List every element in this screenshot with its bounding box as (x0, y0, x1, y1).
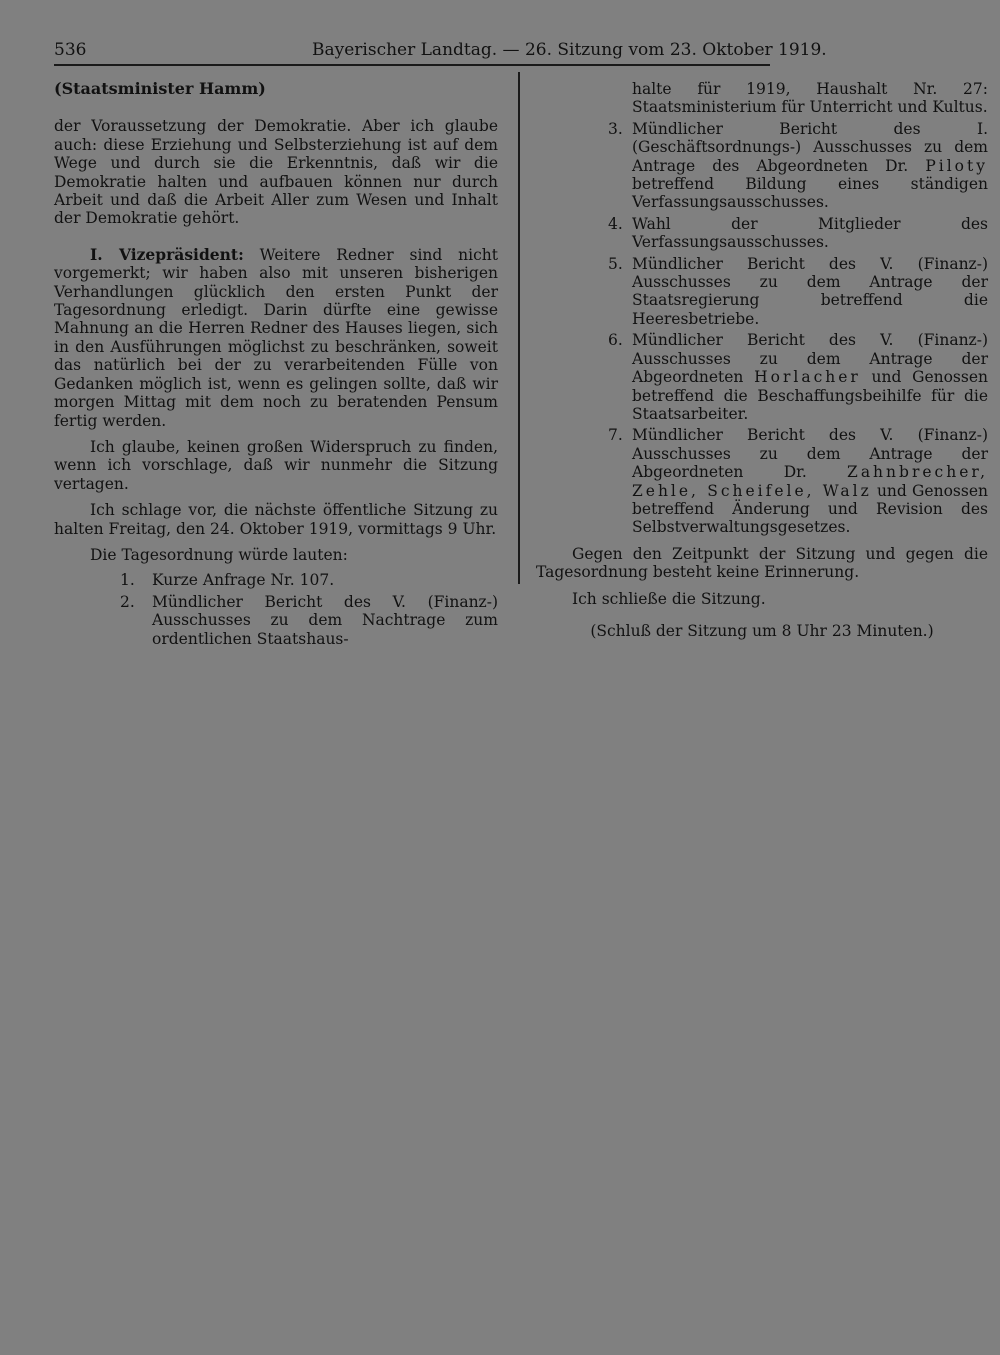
paragraph-democracy: der Voraussetzung der Demokratie. Aber ich glaube auch: diese Erziehung und Selbsterziehung ist auf dem Wege und durch sie die Erkenntnis, daß wir die Demokratie halten und aufbauen können nur durch Arbeit und daß die Arbeit Aller zum Wesen und Inhalt der Demokratie gehört. (54, 117, 498, 228)
agenda-number: 2. (120, 592, 135, 611)
paragraph-no-objection: Gegen den Zeitpunkt der Sitzung und gegen die Tagesordnung besteht keine Erinnerung. (536, 544, 988, 582)
agenda-deputy-name: Piloty (925, 156, 988, 175)
left-column (54, 80, 498, 648)
agenda-item (54, 593, 498, 648)
agenda-text: und Genossen betreffend die Beschaffungsbeihilfe für die Staatsarbeiter. (632, 368, 988, 423)
agenda-number: 5. (608, 254, 623, 273)
agenda-text: Kurze Anfrage Nr. 107. (152, 571, 335, 590)
agenda-text: Mündlicher Bericht des I. (Geschäftsordnungs-) Ausschusses zu dem Antrage des Abgeordneten Dr. (632, 119, 988, 175)
agenda-number: 7. (608, 426, 623, 445)
page-number: 536 (54, 40, 87, 60)
agenda-text: Mündlicher Bericht des V. (Finanz-) Ausschusses zu dem Antrage der Staatsregierung betreffend die Heeresbetriebe. (632, 254, 988, 328)
agenda-deputy-name: Horlacher (754, 368, 861, 387)
agenda-item (536, 255, 988, 329)
speaker-line: (Staatsminister Hamm) (54, 79, 266, 98)
agenda-item (54, 571, 498, 589)
agenda-text: Mündlicher Bericht des V. (Finanz-) Ausschusses zu dem Antrage der Abgeordneten (632, 331, 988, 387)
paragraph-close: Ich schließe die Sitzung. (572, 589, 766, 608)
paragraph-vice-president (54, 246, 498, 430)
agenda-number: 3. (608, 119, 623, 138)
agenda-list-left (54, 571, 498, 648)
agenda-number: 1. (120, 571, 135, 590)
paragraph-agenda-intro: Die Tagesordnung würde lauten: (90, 545, 348, 564)
agenda-item (536, 215, 988, 252)
agenda-continuation: halte für 1919, Haushalt Nr. 27: Staatsministerium für Unterricht und Kultus. (632, 80, 988, 117)
paragraph-vice-president-text: Weitere Redner sind nicht vorgemerkt; wir haben also mit unseren bisherigen Verhandlungen glücklich den ersten Punkt der Tagesordnung erledigt. Darin dürfte eine gewisse Mahnung an die Herren Redner des Hauses liegen, sich in den Ausführungen möglichst zu beschränken, soweit das natürlich bei der zu verarbeitenden Fülle von Gedanken möglich ist, wenn es gelingen sollte, daß wir morgen Mittag mit dem noch zu beratenden Pensum fertig werden. (54, 245, 498, 430)
closing-note: (Schluß der Sitzung um 8 Uhr 23 Minuten.) (590, 621, 934, 640)
agenda-text: betreffend Bildung eines ständigen Verfassungsausschusses. (632, 175, 988, 212)
right-column (536, 80, 988, 640)
agenda-item (536, 331, 988, 423)
paragraph-adjourn: Ich glaube, keinen großen Widerspruch zu finden, wenn ich vorschlage, daß wir nunmehr die Sitzung vertagen. (54, 437, 498, 493)
agenda-list-right (536, 120, 988, 537)
agenda-text: und Genossen betreffend Änderung und Revision des Selbstverwaltungsgesetzes. (632, 481, 988, 537)
running-head: Bayerischer Landtag. — 26. Sitzung vom 23. Oktober 1919. (312, 40, 827, 60)
paragraph-next-session: Ich schlage vor, die nächste öffentliche Sitzung zu halten Freitag, den 24. Oktober 1919, vormittags 9 Uhr. (54, 501, 498, 538)
speaker-vice-president: I. Vizepräsident: (90, 244, 244, 264)
agenda-item (536, 120, 988, 212)
agenda-text: Wahl der Mitglieder des Verfassungsausschusses. (632, 214, 988, 252)
agenda-text: Mündlicher Bericht des V. (Finanz-) Ausschusses zu dem Nachtrage zum ordentlichen Staatshaus- (152, 592, 498, 648)
column-divider (518, 72, 520, 584)
agenda-number: 6. (608, 331, 623, 350)
page-header (54, 40, 827, 66)
agenda-text: Mündlicher Bericht des V. (Finanz-) Ausschusses zu dem Antrage der Abgeordneten Dr. (632, 426, 988, 482)
agenda-number: 4. (608, 214, 623, 233)
agenda-deputy-names: Zahnbrecher, Zehle, Scheifele, Walz (632, 463, 988, 500)
agenda-item (536, 426, 988, 536)
